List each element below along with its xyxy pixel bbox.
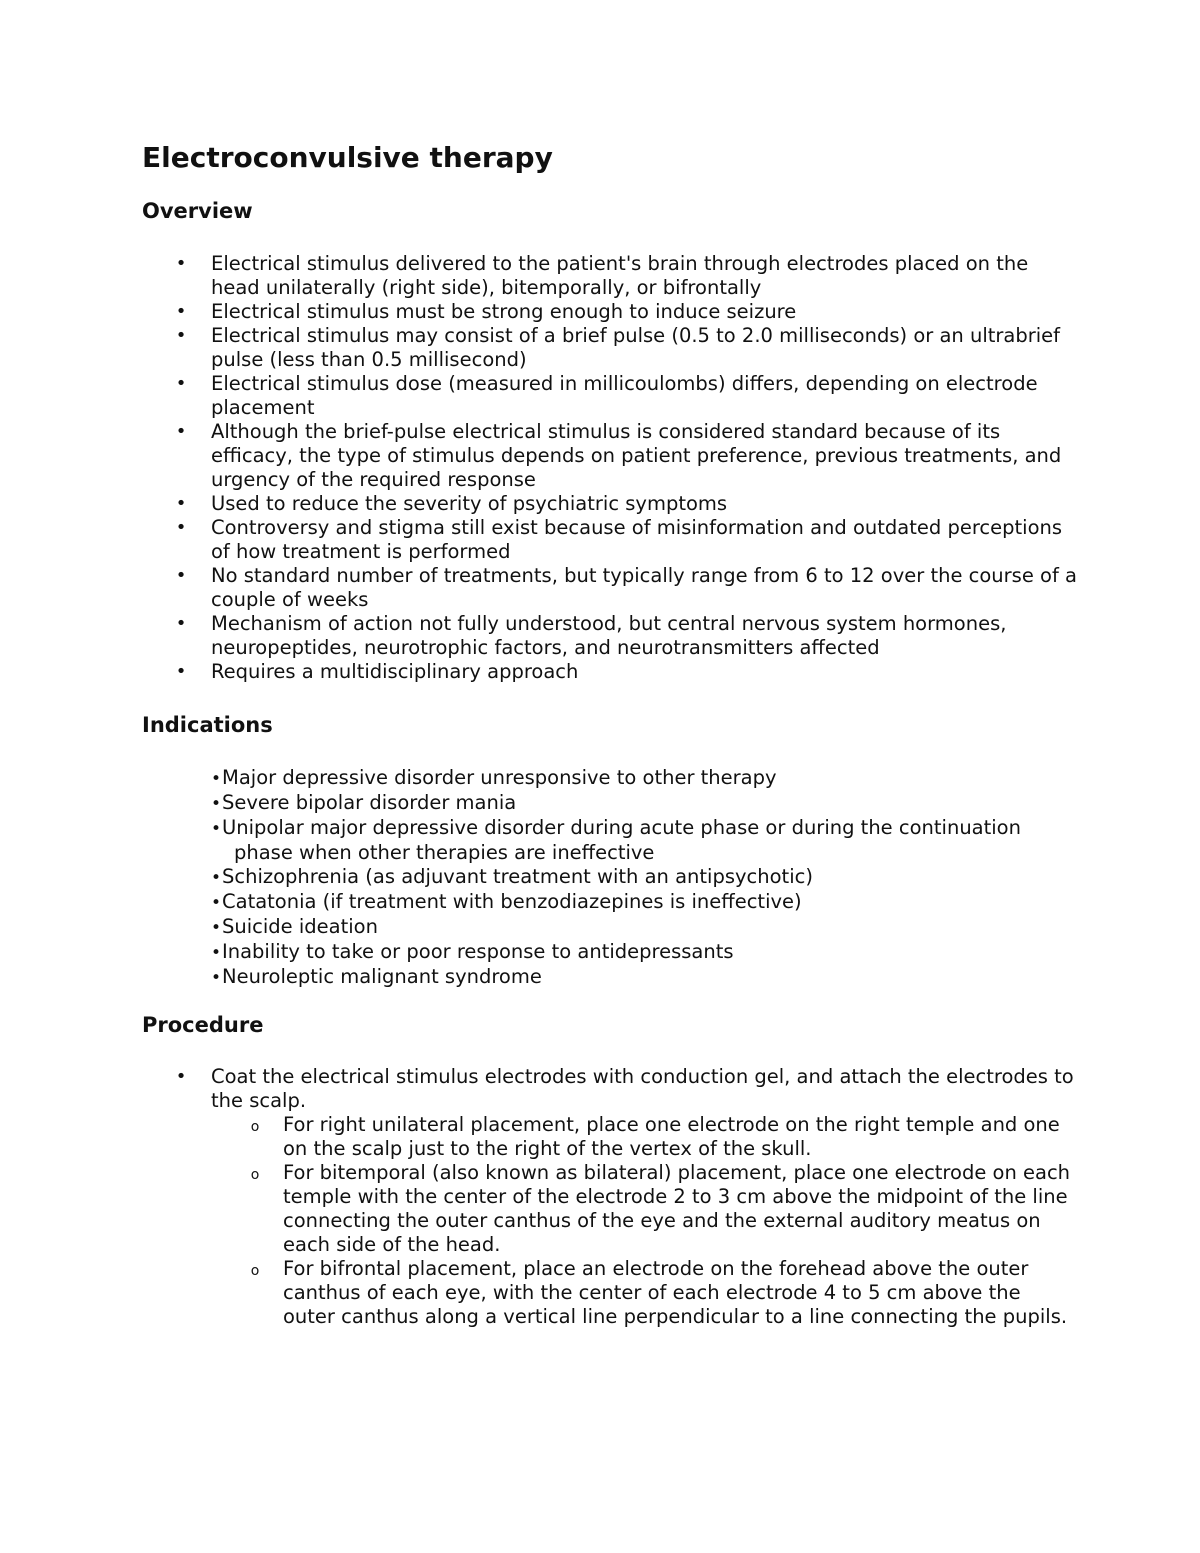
list-item — [200, 965, 1080, 990]
bullet-icon: • — [211, 968, 222, 988]
list-item — [175, 252, 1081, 300]
bullet-icon: • — [175, 565, 187, 586]
bullet-icon: • — [211, 943, 222, 963]
list-item-text: Severe bipolar disorder mania — [222, 791, 517, 814]
bullet-icon: • — [175, 493, 187, 514]
list-item-text: Major depressive disorder unresponsive to other therapy — [222, 766, 777, 789]
list-item — [175, 372, 1081, 420]
bullet-icon: • — [175, 421, 187, 442]
bullet-icon: • — [175, 301, 187, 322]
list-item-text: Catatonia (if treatment with benzodiazepines is ineffective) — [222, 890, 802, 913]
circle-bullet-icon: o — [250, 1263, 260, 1279]
circle-bullet-icon: o — [250, 1119, 260, 1135]
overview-list — [175, 252, 1081, 684]
bullet-icon: • — [175, 661, 187, 682]
list-item — [175, 300, 1081, 324]
bullet-icon: • — [175, 325, 187, 346]
sub-list-item — [250, 1257, 1073, 1329]
sub-list-item — [250, 1161, 1073, 1257]
bullet-icon: • — [211, 794, 222, 814]
procedure-sub-list — [250, 1113, 1073, 1329]
list-item — [175, 492, 1081, 516]
list-item-text: Schizophrenia (as adjuvant treatment with an antipsychotic) — [222, 865, 813, 888]
bullet-icon: • — [211, 868, 222, 888]
list-item-text: Neuroleptic malignant syndrome — [222, 965, 542, 988]
bullet-icon: • — [175, 1066, 187, 1087]
list-item-text: No standard number of treatments, but typically range from 6 to 12 over the course of a couple of weeks — [211, 564, 1077, 611]
list-item — [200, 816, 1080, 865]
list-item — [200, 915, 1080, 940]
bullet-icon: • — [211, 769, 222, 789]
sub-list-item-text: For right unilateral placement, place one electrode on the right temple and one on the scalp just to the right of the vertex of the skull. — [283, 1113, 1060, 1160]
bullet-icon: • — [211, 918, 222, 938]
bullet-icon: • — [211, 819, 222, 839]
list-item — [200, 940, 1080, 965]
list-item — [200, 791, 1080, 816]
indications-heading: Indications — [142, 713, 273, 737]
list-item — [200, 865, 1080, 890]
list-item-text: Electrical stimulus dose (measured in millicoulombs) differs, depending on electrode placement — [211, 372, 1038, 419]
list-item — [200, 766, 1080, 791]
list-item-text: Although the brief-pulse electrical stimulus is considered standard because of its efficacy, the type of stimulus depends on patient preference, previous treatments, and urgency of the required response — [211, 420, 1062, 491]
sub-list-item — [250, 1113, 1073, 1161]
list-item-text: Controversy and stigma still exist because of misinformation and outdated perceptions of how treatment is performed — [211, 516, 1063, 563]
overview-heading: Overview — [142, 199, 253, 223]
list-item-text: Used to reduce the severity of psychiatric symptoms — [211, 492, 728, 515]
list-item — [175, 1065, 1081, 1329]
bullet-icon: • — [175, 373, 187, 394]
list-item-text: Electrical stimulus may consist of a brief pulse (0.5 to 2.0 milliseconds) or an ultrabrief pulse (less than 0.5 millisecond) — [211, 324, 1061, 371]
list-item-text: Suicide ideation — [222, 915, 378, 938]
list-item — [175, 516, 1081, 564]
list-item — [200, 890, 1080, 915]
bullet-icon: • — [175, 613, 187, 634]
list-item-text: Inability to take or poor response to antidepressants — [222, 940, 734, 963]
list-item — [175, 612, 1081, 660]
list-item-text: Electrical stimulus delivered to the patient's brain through electrodes placed on the head unilaterally (right side), bitemporally, or bifrontally — [211, 252, 1029, 299]
circle-bullet-icon: o — [250, 1167, 260, 1183]
sub-list-item-text: For bitemporal (also known as bilateral) placement, place one electrode on each temple with the center of the electrode 2 to 3 cm above the midpoint of the line connecting the outer canthus of the eye and the external auditory meatus on each side of the head. — [283, 1161, 1071, 1256]
bullet-icon: • — [175, 253, 187, 274]
list-item — [175, 324, 1081, 372]
list-item — [175, 564, 1081, 612]
bullet-icon: • — [175, 517, 187, 538]
bullet-icon: • — [211, 893, 222, 913]
sub-list-item-text: For bifrontal placement, place an electrode on the forehead above the outer canthus of each eye, with the center of each electrode 4 to 5 cm above the outer canthus along a vertical line perpendicular to a line connecting the pupils. — [283, 1257, 1068, 1328]
procedure-list — [175, 1065, 1081, 1329]
list-item — [175, 420, 1081, 492]
list-item — [175, 660, 1081, 684]
list-item-text: Unipolar major depressive disorder during acute phase or during the continuation phase when other therapies are ineffective — [222, 816, 1021, 864]
indications-list — [200, 766, 1080, 990]
procedure-heading: Procedure — [142, 1013, 264, 1037]
list-item-text: Electrical stimulus must be strong enough to induce seizure — [211, 300, 797, 323]
list-item-text: Requires a multidisciplinary approach — [211, 660, 579, 683]
document-title: Electroconvulsive therapy — [142, 141, 553, 174]
list-item-text: Coat the electrical stimulus electrodes with conduction gel, and attach the electrodes to the scalp. — [211, 1065, 1074, 1112]
list-item-text: Mechanism of action not fully understood, but central nervous system hormones, neuropeptides, neurotrophic factors, and neurotransmitters affected — [211, 612, 1007, 659]
